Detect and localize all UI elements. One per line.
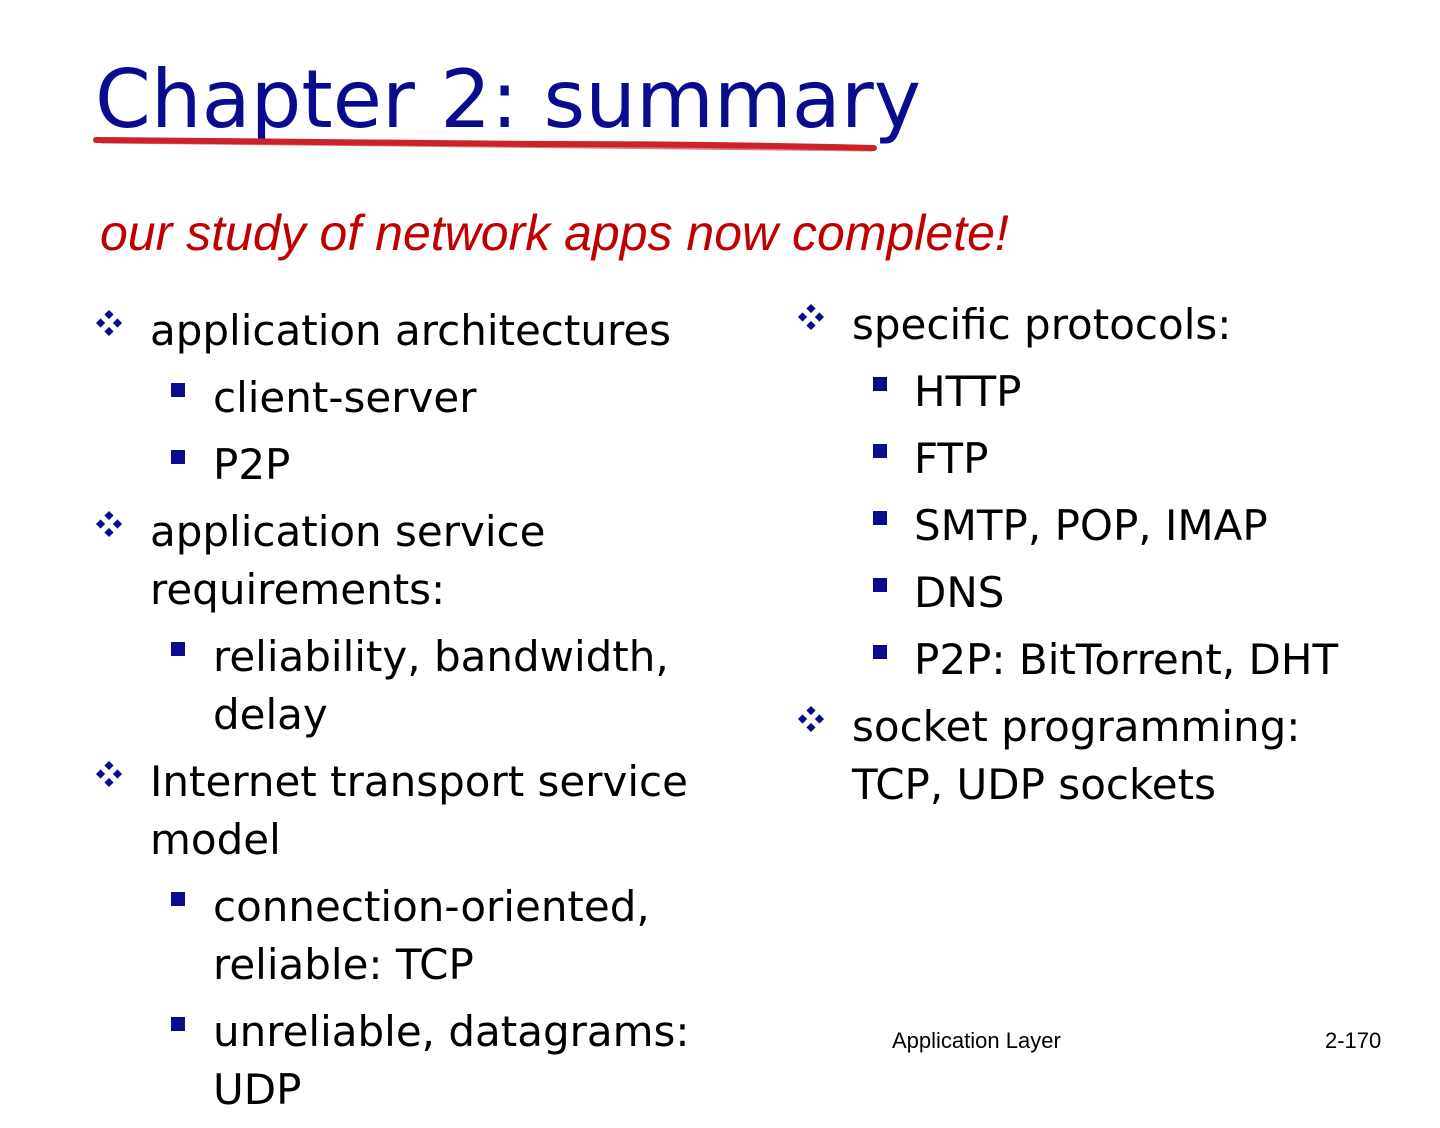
diamond-bullet-icon (96, 511, 122, 537)
slide-title: Chapter 2: summary (95, 53, 922, 146)
sub-bullet-item (150, 436, 735, 494)
sub-bullet-list (150, 369, 735, 494)
left-bullet-list (95, 302, 735, 1128)
bullet-text: Internet transport service model (150, 757, 688, 864)
slide-subtitle: our study of network apps now complete! (100, 205, 1009, 261)
sub-bullet-text: FTP (914, 434, 989, 483)
sub-bullet-item (150, 628, 735, 744)
square-bullet-icon (171, 1017, 185, 1031)
sub-bullet-list (150, 878, 735, 1119)
sub-bullet-text: connection-oriented, reliable: TCP (213, 882, 650, 989)
footer-section: Application Layer (892, 1028, 1061, 1053)
square-bullet-icon (171, 642, 185, 656)
footer-page-number: 2-170 (1325, 1028, 1382, 1053)
diamond-bullet-icon (798, 706, 824, 732)
bullet-item (797, 698, 1397, 814)
sub-bullet-text: P2P: BitTorrent, DHT (914, 635, 1339, 684)
bullet-text: application service requirements: (150, 507, 546, 614)
square-bullet-icon (873, 444, 887, 458)
diamond-bullet-icon (798, 304, 824, 330)
square-bullet-icon (171, 892, 185, 906)
square-bullet-icon (873, 578, 887, 592)
square-bullet-icon (171, 383, 185, 397)
sub-bullet-item (150, 878, 735, 994)
sub-bullet-item (852, 363, 1397, 421)
bullet-item (95, 753, 735, 1119)
bullet-text: application architectures (150, 306, 672, 355)
sub-bullet-list (150, 628, 735, 744)
sub-bullet-text: HTTP (914, 367, 1022, 416)
title-underline (92, 128, 882, 158)
sub-bullet-text: DNS (914, 568, 1005, 617)
sub-bullet-list (852, 363, 1397, 689)
right-bullet-list (797, 296, 1397, 823)
sub-bullet-text: client-server (213, 373, 477, 422)
diamond-bullet-icon (96, 761, 122, 787)
sub-bullet-item (150, 369, 735, 427)
sub-bullet-item (150, 1003, 735, 1119)
sub-bullet-item (852, 564, 1397, 622)
bullet-item (95, 302, 735, 494)
sub-bullet-text: SMTP, POP, IMAP (914, 501, 1268, 550)
bullet-text: socket programming: TCP, UDP sockets (852, 702, 1301, 809)
sub-bullet-item (852, 430, 1397, 488)
sub-bullet-text: reliability, bandwidth, delay (213, 632, 669, 739)
square-bullet-icon (171, 450, 185, 464)
bullet-item (95, 503, 735, 744)
square-bullet-icon (873, 511, 887, 525)
square-bullet-icon (873, 645, 887, 659)
sub-bullet-item (852, 631, 1397, 689)
sub-bullet-text: P2P (213, 440, 291, 489)
diamond-bullet-icon (96, 310, 122, 336)
bullet-text: specific protocols: (852, 300, 1232, 349)
square-bullet-icon (873, 377, 887, 391)
sub-bullet-item (852, 497, 1397, 555)
bullet-item (797, 296, 1397, 689)
sub-bullet-text: unreliable, datagrams: UDP (213, 1007, 690, 1114)
